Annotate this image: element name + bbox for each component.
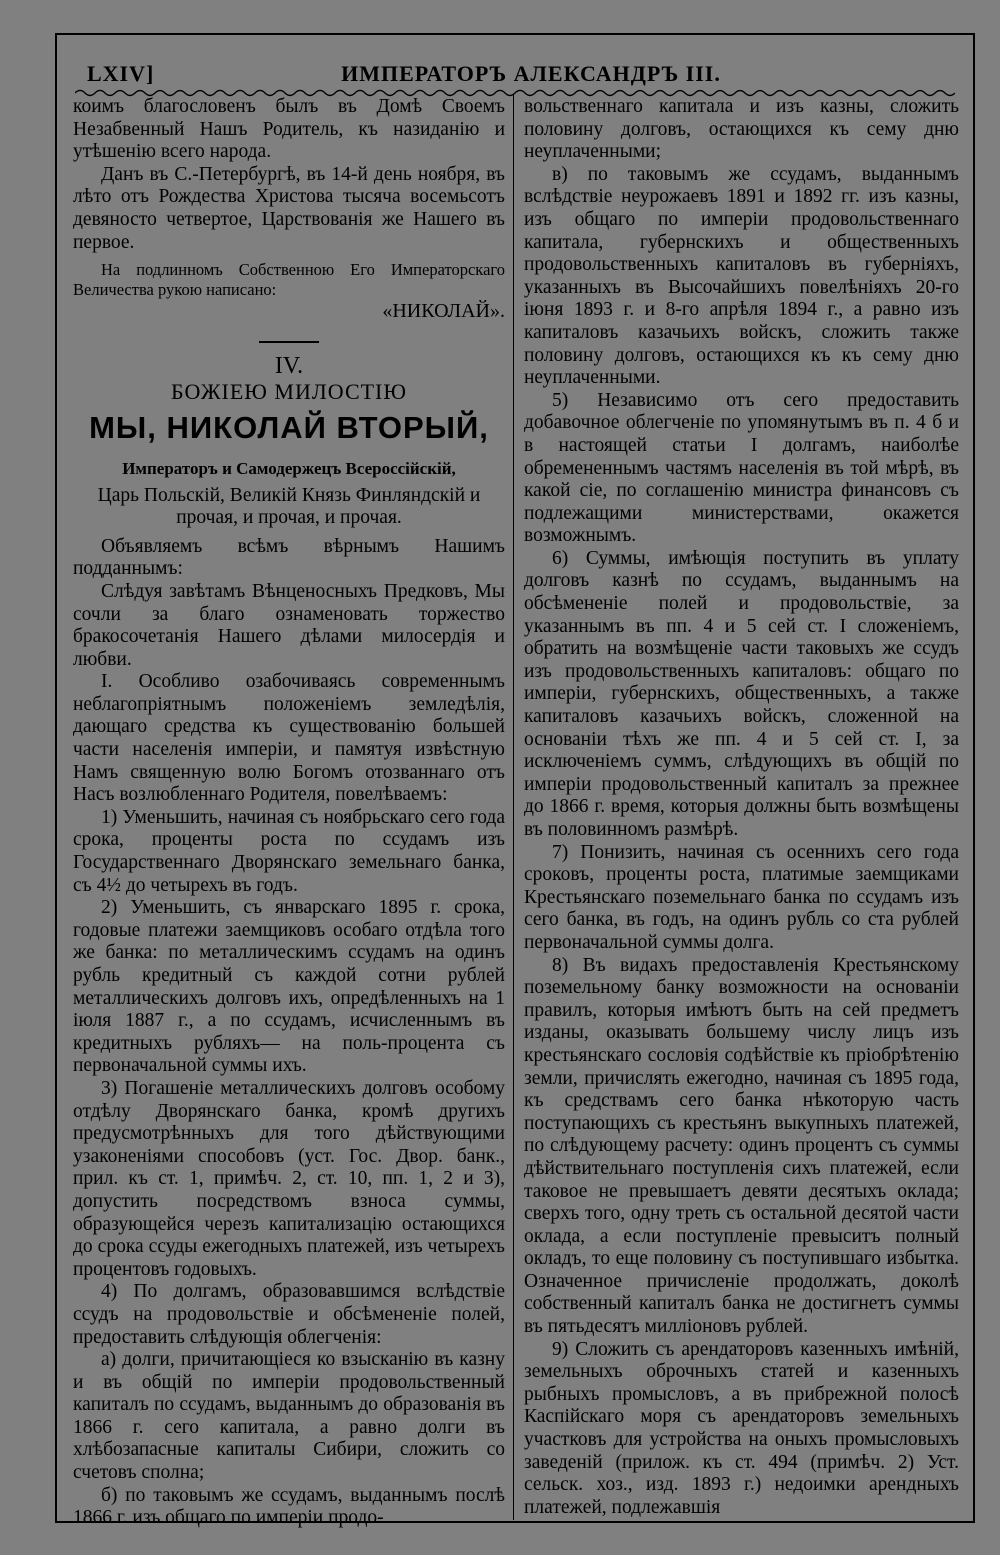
column-divider — [513, 94, 514, 1520]
paragraph-item-4b: б) по таковымъ же ссудамъ, выданнымъ послѣ 1866 г. изъ общаго по имперіи продо- — [73, 1484, 505, 1529]
titles-line: Царь Польскій, Великій Князь Финляндскій и прочая, и прочая, и прочая. — [97, 484, 481, 529]
paragraph-item-3: 3) Погашеніе металлическихъ долговъ особому отдѣлу Дворянскаго банка, кромѣ другихъ предусмотрѣнныхъ для того дѣйствующими узаконеніями способовъ (уст. Гос. Двор. банк., прил. къ ст. 1, примѣч. 2, ст. 10, пп. 1, 2 и 3), допустить посредствомъ взноса суммы, образующейся черезъ капитализацію остающихся до срока ссуды ежегодныхъ платежей, изъ четырехъ процентовъ годовыхъ. — [73, 1077, 505, 1280]
paragraph-item-4v: в) по таковымъ же ссудамъ, выданнымъ вслѣдствіе неурожаевъ 1891 и 1892 гг. изъ казны, изъ общаго по имперіи продовольственнаго капитала, губернскихъ и общественныхъ продовольственныхъ капиталовъ въ губерніяхъ, указанныхъ въ Высочайшихъ повелѣніяхъ 20-го іюня 1893 г. и 8-го апрѣля 1894 г., а равно изъ капиталовъ казачьихъ войскъ, сложить также половину долговъ, остающихся къ къ сему дню неуплаченными. — [524, 163, 959, 389]
paragraph-item-6: 6) Суммы, имѣющія поступить въ уплату долговъ казнѣ по ссудамъ, выданнымъ на обсѣмененіе полей и продовольствіе, за указаннымъ въ пп. 4 и 5 сей ст. I сложеніемъ, обратить на возмѣщеніе части таковыхъ же ссудъ изъ продовольственныхъ капиталовъ: общаго по имперіи, губернскихъ, общественныхъ, а также капиталовъ казачьихъ войскъ, сложенной на основаніи тѣхъ же пп. 4 и 5 сей ст. I, за исключеніемъ суммъ, слѣдующихъ въ общій по имперіи продовольственный капиталъ за прежнее до 1866 г. время, которыя должны быть возмѣщены въ половинномъ размѣрѣ. — [524, 547, 959, 840]
paragraph-item-2: 2) Уменьшить, съ январскаго 1895 г. срока, годовые платежи заемщиковъ особаго отдѣла того же банка: по металлическимъ ссудамъ на одинъ рубль кредитный съ каждой сотни рублей металлическихъ долговъ ихъ, опредѣленныхъ на 1 іюля 1887 г., а по ссудамъ, исчисленнымъ въ кредитныхъ рубляхъ— на поль-процента съ первоначальной суммы ихъ. — [73, 897, 505, 1077]
paragraph-item-5: 5) Независимо отъ сего предоставить добавочное облегченіе по упомянутымъ въ п. 4 б и в настоящей статьи I долгамъ, наиболѣе обремененнымъ частямъ населенія въ той мѣрѣ, въ какой сіе, по соглашенію министра финансовъ съ подлежащими министерствами, окажется возможнымъ. — [524, 389, 959, 547]
running-title: ИМПЕРАТОРЪ АЛЕКСАНДРЪ III. — [341, 61, 721, 86]
paragraph-follow: Слѣдуя завѣтамъ Вѣнценосныхъ Предковъ, Мы сочли за благо ознаменовать торжество бракосочетанія Нашего дѣлами милосердія и любви. — [73, 580, 505, 670]
paragraph-announce: Объявляемъ всѣмъ вѣрнымъ Нашимъ подданнымъ: — [73, 535, 505, 580]
grace-heading: БОЖІЕЮ МИЛОСТІЮ — [171, 379, 407, 405]
paragraph-article-I: I. Особливо озабочиваясь современнымъ неблагопріятнымъ положеніемъ земледѣлія, дающаго средства къ существованію большей части населенія имперіи, и памятуя извѣстную Намъ священную волю Богомъ отозваннаго отъ Насъ возлюбленнаго Родителя, повелѣваемъ: — [73, 671, 505, 806]
paragraph-item-7: 7) Понизить, начиная съ осеннихъ сего года сроковъ, проценты роста, платимые заемщиками Крестьянскаго поземельнаго банка по ссудамъ изъ сего банка, въ годъ, на одинъ рубль со ста рублей первоначальной суммы долга. — [524, 841, 959, 953]
signature: «НИКОЛАЙ». — [382, 300, 505, 323]
paragraph-intro: коимъ благословенъ былъ въ Домѣ Своемъ Незабвенный Нашъ Родитель, къ назиданію и утѣшенію всего народа. — [73, 96, 505, 163]
page-number: LXIV] — [87, 61, 155, 86]
paragraph-item-8: 8) Въ видахъ предоставленія Крестьянскому поземельному банку возможности на основаніи правилъ, которыя имѣютъ быть на сей предметъ изданы, оказывать большему числу лицъ изъ крестьянскаго сословія содѣйствіе къ пріобрѣтенію земли, причислять ежегодно, начиная съ 1895 года, къ средствамъ сего банка нѣкоторую часть поступающихъ съ крестьянъ выкупныхъ платежей, по слѣдующему расчету: одинъ процентъ съ суммы дѣйствительнаго поступленія сихъ платежей, если таковое не превышаетъ девяти десятыхъ оклада; сверхъ того, одну треть съ остальной десятой части оклада, а если поступленіе превыситъ полный окладъ, то еще половину съ поступившаго избытка. Означенное причисленіе продолжать, доколѣ собственный капиталъ банка не достигнетъ суммы въ пятьдесятъ милліоновъ рублей. — [524, 954, 959, 1338]
paragraph-continued: вольственнаго капитала и изъ казны, сложить половину долговъ, остающихся къ сему дню неуплаченными; — [524, 96, 959, 163]
paragraph-item-4: 4) По долгамъ, образовавшимся вслѣдствіе ссудъ на продовольствіе и обсѣмененіе полей, предоставить слѣдующія облегченія: — [73, 1281, 505, 1348]
sovereign-title: МЫ, НИКОЛАЙ ВТОРЫЙ, — [89, 409, 489, 445]
paragraph-original-note: На подлинномъ Собственною Его Императорскаго Величества рукою написано: — [73, 260, 505, 300]
paragraph-item-9: 9) Сложить съ арендаторовъ казенныхъ имѣній, земельныхъ оброчныхъ статей и казенныхъ рыбныхъ промысловъ, а въ прибрежной полосѣ Каспійскаго моря съ арендаторовъ земельныхъ участковъ для устройства на оныхъ промысловыхъ заведеній (прилож. къ ст. 494 (примѣч. 2) Уст. сельск. хоз., изд. 1893 г.) недоимки арендныхъ платежей, подлежавшія — [524, 1338, 959, 1518]
paragraph-dated: Данъ въ С.-Петербургѣ, въ 14-й день ноября, въ лѣто отъ Рождества Христова тысяча восемьсотъ девяносто четвертое, Царствованія же Нашего въ первое. — [73, 163, 505, 253]
section-numeral: IV. — [274, 352, 304, 379]
section-rule — [259, 341, 319, 343]
paragraph-item-4a: а) долги, причитающіеся ко взысканію въ казну и въ общій по имперіи продовольственный капиталъ по ссудамъ, выданнымъ до образованія въ 1866 г. сего капитала, а равно долги въ хлѣбозапасные капиталы Сибири, сложить со счетовъ сполна; — [73, 1349, 505, 1484]
left-column — [73, 96, 505, 1530]
paragraph-item-1: 1) Уменьшить, начиная съ ноябрьскаго сего года срока, проценты роста по ссудамъ изъ Государственнаго Дворянскаго земельнаго банка, съ 4½ до четырехъ въ годъ. — [73, 806, 505, 896]
right-column — [524, 96, 959, 1519]
emperor-line: Императоръ и Самодержецъ Всероссійскій, — [122, 458, 456, 478]
page-header — [87, 58, 955, 90]
